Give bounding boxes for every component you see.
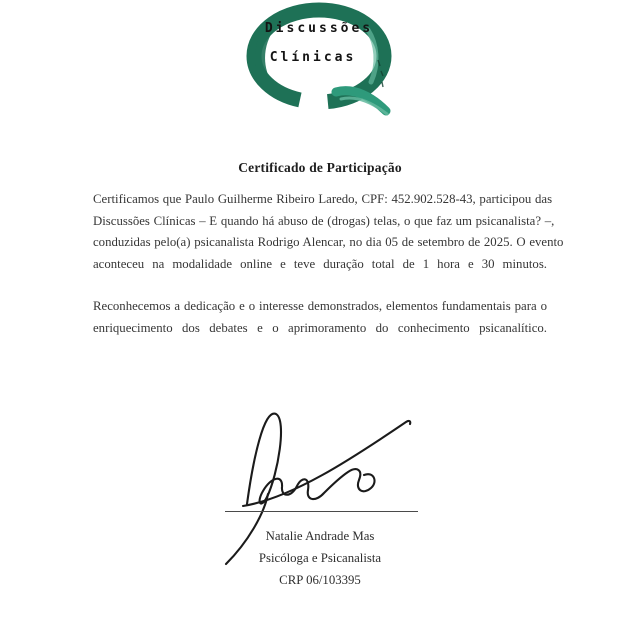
certificate-paragraph-2 bbox=[93, 296, 547, 339]
logo-text-line1: Discussões bbox=[264, 21, 374, 36]
signature-icon bbox=[220, 398, 420, 570]
certificate-title: Certificado de Participação bbox=[238, 160, 402, 175]
logo bbox=[246, 0, 392, 118]
paragraph-line: enriquecimento dos debates e o aprimoramento do conhecimento psicanalítico. bbox=[93, 320, 547, 335]
signatory-name: Natalie Andrade Mas bbox=[265, 529, 375, 543]
paragraph-line: conduzidas pelo(a) psicanalista Rodrigo Alencar, no dia 05 de setembro de 2025. O evento bbox=[93, 235, 564, 249]
signatory-registration: CRP 06/103395 bbox=[279, 573, 361, 587]
paragraph-line: Certificamos que Paulo Guilherme Ribeiro Laredo, CPF: 452.902.528-43, participou das bbox=[93, 192, 553, 206]
paragraph-line: aconteceu na modalidade online e teve duração total de 1 hora e 30 minutos. bbox=[93, 256, 547, 271]
logo-text-line2: Clínicas bbox=[269, 50, 357, 65]
certificate-paragraph-1 bbox=[93, 189, 564, 275]
signature-line bbox=[225, 511, 418, 512]
signatory-role: Psicóloga e Psicanalista bbox=[258, 551, 382, 565]
paragraph-line: Reconhecemos a dedicação e o interesse demonstrados, elementos fundamentais para o bbox=[93, 299, 547, 313]
paragraph-line: Discussões Clínicas – E quando há abuso de (drogas) telas, o que faz um psicanalista? –, bbox=[93, 213, 555, 228]
